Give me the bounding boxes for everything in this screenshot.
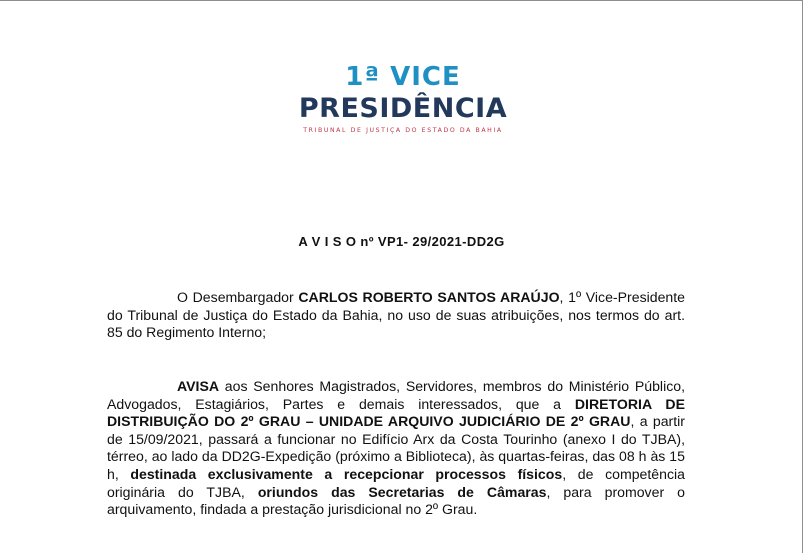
logo-line-vice: 1ª VICE [345,62,461,92]
para2-purpose: destinada exclusivamente a recepcionar processos físicos [130,465,563,482]
logo-line-presidencia: PRESIDÊNCIA [298,93,508,124]
para1-text-1: O Desembargador [177,289,299,305]
para2-text-2: , a partir de 15/09/2021, passará a funcionar no Edifício Arx da Costa Tourinho (anexo I do TJBA), térreo, ao lado da DD2G-Expedição (próximo a Biblioteca), às quartas-feiras, das 08 h às 15 h, [107,413,685,482]
para2-text-4: , para promover o arquivamento, findada a prestação jurisdicional no 2º Grau. [107,483,685,518]
paragraph-notice-body [107,378,685,519]
para2-text-1: aos Senhores Magistrados, Servidores, membros do Ministério Público, Advogados, Estagiários, Partes e demais interessados, que a [107,378,685,412]
para2-directorate: DIRETORIA DE DISTRIBUIÇÃO DO 2º GRAU – UNIDADE ARQUIVO JUDICIÁRIO DE 2º GRAU [107,395,685,430]
notice-title: A V I S O nº VP1- 29/2021-DD2G [298,234,505,249]
para2-origin: oriundos das Secretarias de Câmaras [257,483,547,500]
para1-text-2: , 1º Vice-Presidente do Tribunal de Justiça do Estado da Bahia, no uso de suas atribuições, nos termos do art. 85 do Regimento Interno; [107,289,686,341]
page-top-border [0,0,803,1]
para2-avisa: AVISA [177,378,220,394]
paragraph-preamble [107,289,685,342]
para1-judge-name: CARLOS ROBERTO SANTOS ARAÚJO [298,289,560,305]
para2-text-3: , de competência originária do TJBA, [107,465,685,500]
logo-line-tribunal: TRIBUNAL DE JUSTIÇA DO ESTADO DA BAHIA [303,127,503,134]
